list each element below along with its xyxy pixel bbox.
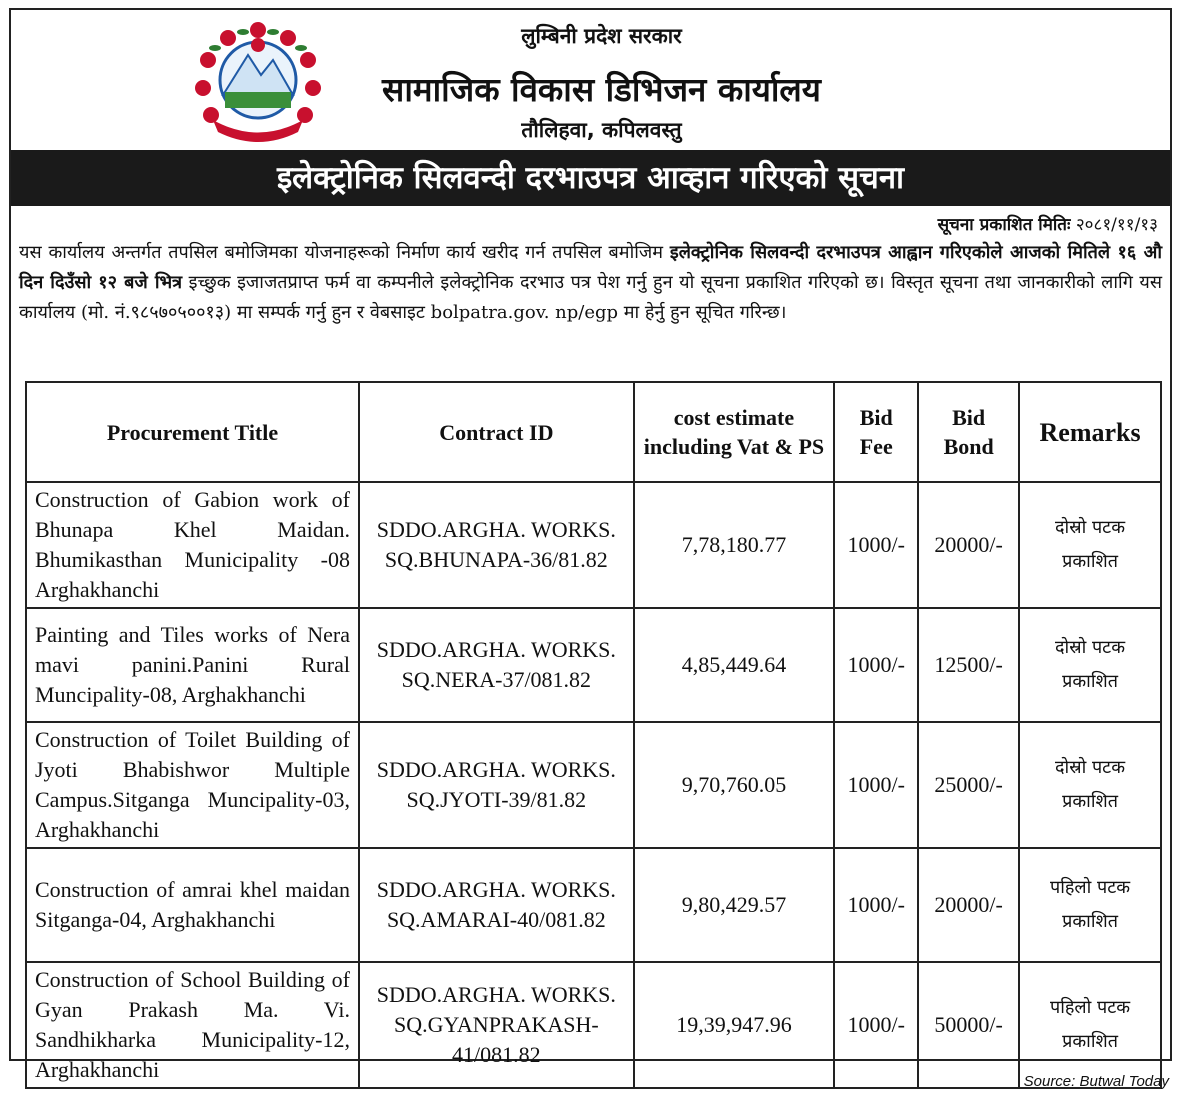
contract-id: SDDO.ARGHA. WORKS. SQ.NERA-37/081.82 bbox=[359, 608, 634, 722]
header-cost-estimate: cost estimate including Vat & PS bbox=[634, 382, 835, 482]
tender-table bbox=[25, 381, 1162, 1089]
contract-id: SDDO.ARGHA. WORKS. SQ.AMARAI-40/081.82 bbox=[359, 848, 634, 962]
cost-estimate: 7,78,180.77 bbox=[634, 482, 835, 608]
header-remarks: Remarks bbox=[1019, 382, 1161, 482]
bid-fee: 1000/- bbox=[834, 962, 918, 1088]
contract-id: SDDO.ARGHA. WORKS. SQ.BHUNAPA-36/81.82 bbox=[359, 482, 634, 608]
bid-fee: 1000/- bbox=[834, 482, 918, 608]
procurement-title: Construction of amrai khel maidan Sitganga-04, Arghakhanchi bbox=[26, 848, 359, 962]
table-header-row bbox=[26, 382, 1161, 482]
table-row bbox=[26, 848, 1161, 962]
notice-title-banner: इलेक्ट्रोनिक सिलवन्दी दरभाउपत्र आव्हान गरिएको सूचना bbox=[11, 150, 1170, 206]
bid-fee: 1000/- bbox=[834, 848, 918, 962]
cost-estimate: 9,80,429.57 bbox=[634, 848, 835, 962]
notice-header bbox=[11, 10, 1170, 152]
remarks: दोस्रो पटक प्रकाशित bbox=[1019, 608, 1161, 722]
office-name: सामाजिक विकास डिभिजन कार्यालय bbox=[382, 70, 821, 109]
notice-body bbox=[19, 238, 1162, 328]
table-row bbox=[26, 722, 1161, 848]
cost-estimate: 19,39,947.96 bbox=[634, 962, 835, 1088]
procurement-title: Construction of School Building of Gyan Prakash Ma. Vi. Sandhikharka Municipality-12, Arghakhanchi bbox=[26, 962, 359, 1088]
publication-date-label: सूचना प्रकाशित मितिः bbox=[937, 215, 1071, 235]
table-row bbox=[26, 482, 1161, 608]
publication-date bbox=[938, 212, 1158, 235]
header-bid-bond: Bid Bond bbox=[918, 382, 1019, 482]
cost-estimate: 9,70,760.05 bbox=[634, 722, 835, 848]
table-row bbox=[26, 962, 1161, 1088]
procurement-title: Construction of Toilet Building of Jyoti Bhabishwor Multiple Campus.Sitganga Muncipality-03, Arghakhanchi bbox=[26, 722, 359, 848]
header-bid-fee: Bid Fee bbox=[834, 382, 918, 482]
remarks: दोस्रो पटक प्रकाशित bbox=[1019, 482, 1161, 608]
office-location: तौलिहवा, कपिलवस्तु bbox=[521, 118, 682, 142]
notice-body-bold: इलेक्ट्रोनिक सिलवन्दी दरभाउपत्र आह्वान गरिएकोले आजको मितिले १६ औ दिन दिउँसो १२ बजे भित्र bbox=[19, 242, 1163, 293]
remarks: पहिलो पटक प्रकाशित bbox=[1019, 962, 1161, 1088]
table-row bbox=[26, 608, 1161, 722]
contract-id: SDDO.ARGHA. WORKS. SQ.GYANPRAKASH-41/081.82 bbox=[359, 962, 634, 1088]
bid-bond: 20000/- bbox=[918, 848, 1019, 962]
bid-bond: 50000/- bbox=[918, 962, 1019, 1088]
source-credit: Source: Butwal Today bbox=[1023, 1073, 1169, 1090]
notice-body-part2: इच्छुक इजाजतप्राप्त फर्म वा कम्पनीले इलेक्ट्रोनिक दरभाउ पत्र पेश गर्नु हुन यो सूचना प्रकाशित गरिएको छ। विस्तृत सूचना तथा जानकारीको लागि यस कार्यालय (मो. नं.९८५७०५००१३) मा सम्पर्क गर्नु हुन र वेबसाइट bolpatra.gov. np/egp मा हेर्नु हुन सूचित गरिन्छ। bbox=[19, 272, 1162, 323]
remarks: पहिलो पटक प्रकाशित bbox=[1019, 848, 1161, 962]
bid-bond: 20000/- bbox=[918, 482, 1019, 608]
bid-bond: 12500/- bbox=[918, 608, 1019, 722]
remarks: दोस्रो पटक प्रकाशित bbox=[1019, 722, 1161, 848]
cost-estimate: 4,85,449.64 bbox=[634, 608, 835, 722]
government-name: लुम्बिनी प्रदेश सरकार bbox=[521, 24, 682, 48]
procurement-title: Painting and Tiles works of Nera mavi panini.Panini Rural Muncipality-08, Arghakhanchi bbox=[26, 608, 359, 722]
bid-bond: 25000/- bbox=[918, 722, 1019, 848]
bid-fee: 1000/- bbox=[834, 722, 918, 848]
notice-body-part1: यस कार्यालय अन्तर्गत तपसिल बमोजिमका योजनाहरूको निर्माण कार्य खरीद गर्न तपसिल बमोजिम bbox=[19, 242, 670, 263]
contract-id: SDDO.ARGHA. WORKS. SQ.JYOTI-39/81.82 bbox=[359, 722, 634, 848]
publication-date-value: २०८१/११/१३ bbox=[1075, 215, 1158, 235]
header-procurement-title: Procurement Title bbox=[26, 382, 359, 482]
bid-fee: 1000/- bbox=[834, 608, 918, 722]
procurement-title: Construction of Gabion work of Bhunapa Khel Maidan. Bhumikasthan Municipality -08 Arghakhanchi bbox=[26, 482, 359, 608]
header-contract-id: Contract ID bbox=[359, 382, 634, 482]
